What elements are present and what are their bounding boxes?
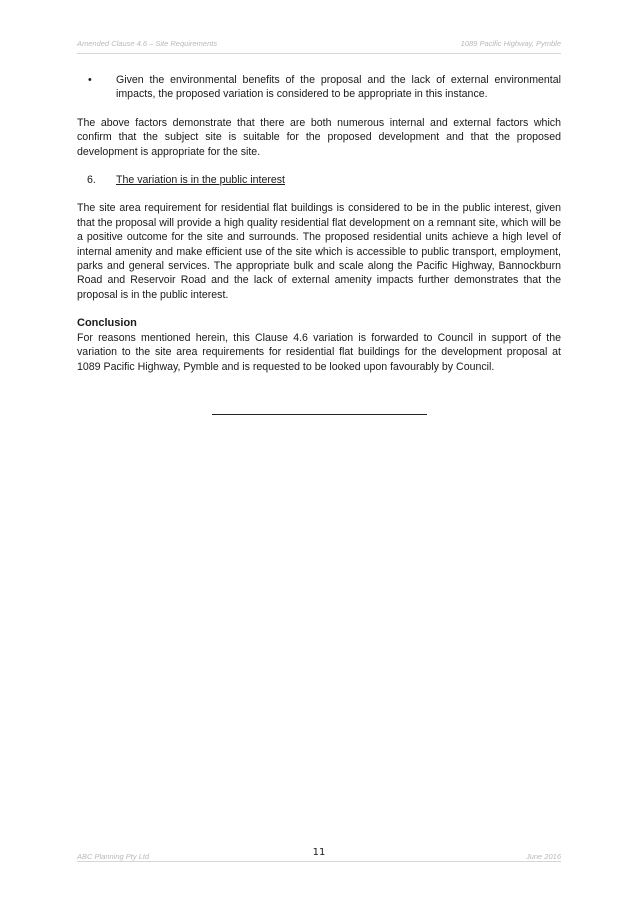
bullet-list-item	[77, 73, 561, 102]
section-number: 6.	[87, 174, 96, 187]
document-body	[77, 73, 561, 374]
conclusion-heading: Conclusion	[77, 317, 137, 330]
running-header	[77, 37, 561, 54]
body-paragraph-factors: The above factors demonstrate that there are both numerous internal and external factors which confirm that the subject site is suitable for the proposed development and that the proposed development is appropriate for the site.	[77, 116, 561, 158]
section-heading-public-interest	[77, 173, 561, 187]
section-title: The variation is in the public interest	[116, 174, 285, 187]
body-paragraph-public-interest: The site area requirement for residential flat buildings is considered to be in the public interest, given that the proposal will provide a high quality residential flat development on a remnant site, which will be a positive outcome for the site and surrounds. The proposed residential units achieve a high level of internal amenity and make efficient use of the site which is accessible to public transport, employment, parks and general services. The appropriate bulk and scale along the Pacific Highway, Bannockburn Road and Reservoir Road and the lack of external amenity impacts further demonstrates that the proposal is in the public interest.	[77, 202, 561, 301]
running-footer	[77, 847, 561, 862]
bullet-glyph: •	[88, 74, 92, 86]
end-of-document-rule	[212, 414, 427, 415]
header-site-address: 1089 Pacific Highway, Pymble	[460, 39, 561, 48]
footer-date: June 2016	[525, 852, 561, 861]
page-number: 11	[312, 847, 326, 858]
header-document-title: Amended Clause 4.6 – Site Requirements	[77, 39, 218, 48]
conclusion-paragraph: For reasons mentioned herein, this Clause 4.6 variation is forwarded to Council in support of the variation to the site area requirements for residential flat buildings for the development proposal at 1089 Pacific Highway, Pymble and is requested to be looked upon favourably by Council.	[77, 331, 561, 373]
footer-company-name: ABC Planning Pty Ltd	[77, 852, 150, 861]
bullet-text: Given the environmental benefits of the proposal and the lack of external environmental impacts, the proposed variation is considered to be appropriate in this instance.	[116, 74, 561, 101]
